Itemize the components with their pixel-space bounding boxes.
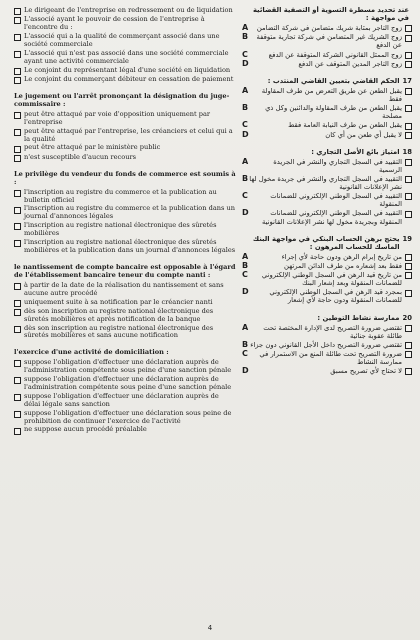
page-number: 4 <box>207 624 213 632</box>
ar-answer-option[interactable] <box>240 209 412 225</box>
answer-checkbox[interactable] <box>405 342 412 349</box>
fr-question-title: le nantissement de compte bancaire est opposable à l'égard de l'établissement bancaire teneur du compte nanti : <box>14 262 236 279</box>
answer-checkbox[interactable] <box>405 368 412 375</box>
answer-checkbox[interactable] <box>14 112 21 119</box>
answer-checkbox[interactable] <box>405 325 412 332</box>
fr-answer-text: uniquement suite à sa notification par le créancier nanti <box>24 297 213 306</box>
answer-checkbox[interactable] <box>14 207 21 214</box>
fr-answer-option[interactable] <box>14 189 236 205</box>
fr-answer-text: Le conjoint du représentant légal d'une société en liquidation <box>24 65 231 74</box>
ar-answer-option[interactable] <box>240 51 412 59</box>
ar-answer-letter: B <box>242 32 249 42</box>
answer-checkbox[interactable] <box>14 146 21 153</box>
ar-answer-letter: A <box>242 156 249 166</box>
fr-answer-option[interactable] <box>14 410 236 426</box>
answer-checkbox[interactable] <box>405 290 412 297</box>
answer-checkbox[interactable] <box>405 193 412 200</box>
fr-question <box>14 349 236 434</box>
fr-answer-option[interactable] <box>14 308 236 324</box>
fr-question <box>14 93 236 162</box>
ar-answer-option[interactable] <box>240 367 412 375</box>
ar-answer-option[interactable] <box>240 324 412 340</box>
ar-question-header <box>240 148 412 156</box>
answer-checkbox[interactable] <box>14 240 21 247</box>
ar-question-header <box>240 314 412 322</box>
ar-question-number: 19 <box>402 234 412 243</box>
ar-answer-text: زوج التاجر بمثابة شريك متضامن في شركة التضامن <box>256 24 402 33</box>
answer-checkbox[interactable] <box>405 272 412 279</box>
answer-checkbox[interactable] <box>14 411 21 418</box>
answer-checkbox[interactable] <box>14 300 21 307</box>
fr-answer-text: l'inscription au registre national électronique des sûretés mobilières et la publication dans un journal d'annonces légales <box>24 238 236 254</box>
fr-answer-text: peut être attaqué par le ministère public <box>24 143 161 152</box>
answer-checkbox[interactable] <box>405 25 412 32</box>
fr-answer-option[interactable] <box>14 111 236 127</box>
fr-answer-option[interactable] <box>14 239 236 255</box>
ar-answer-option[interactable] <box>240 288 412 304</box>
answer-checkbox[interactable] <box>405 105 412 112</box>
ar-answer-letter: C <box>242 191 248 201</box>
arabic-column <box>240 6 412 618</box>
answer-checkbox[interactable] <box>14 190 21 197</box>
ar-answer-option[interactable] <box>240 341 412 349</box>
answer-checkbox[interactable] <box>14 377 21 384</box>
ar-answer-text: تقتضي ضرورة التصريح داخل الأجل القانوني دون جزاء <box>250 340 402 349</box>
answer-checkbox[interactable] <box>14 428 21 435</box>
ar-answer-text: يقبل الطعن عن طريق التعرض من طرف المقاولة فقط <box>261 87 402 104</box>
ar-question-title: الحكم القاضي بتعيين القاضي المنتدب : <box>267 76 400 85</box>
ar-answer-letter: B <box>242 103 249 113</box>
fr-answer-option[interactable] <box>14 376 236 392</box>
ar-answer-letter: C <box>242 49 248 59</box>
answer-checkbox[interactable] <box>405 52 412 59</box>
ar-question <box>240 6 412 68</box>
ar-answer-option[interactable] <box>240 271 412 287</box>
answer-checkbox[interactable] <box>405 263 412 270</box>
ar-question-title: عند تحديد مسطرة التسوية أو التصفية القضائية في مواجهة : <box>252 6 409 23</box>
ar-question-title: امتياز بائع الأصل التجاري : <box>311 147 400 156</box>
ar-question-number: 17 <box>402 76 412 85</box>
fr-answer-option[interactable] <box>14 67 236 75</box>
answer-checkbox[interactable] <box>14 360 21 367</box>
answer-checkbox[interactable] <box>14 51 21 58</box>
ar-question-title: يحتج برهن الحساب البنكي في مواجهة البنك الماسك للحساب المرهون : <box>252 234 400 251</box>
fr-answer-option[interactable] <box>14 16 236 32</box>
ar-answer-letter: B <box>242 261 249 270</box>
fr-answer-text: suppose l'obligation d'effectuer une déclaration auprès de l'administration compétente sous peine d'une sanction pénale <box>24 375 232 391</box>
fr-answer-text: l'inscription au registre du commerce et la publication dans un journal d'annonces légales <box>24 204 235 221</box>
fr-answer-option[interactable] <box>14 282 236 298</box>
answer-checkbox[interactable] <box>14 34 21 41</box>
ar-answer-text: ضرورة التصريح تحت طائلة المنع من الاستمرار في ممارسة النشاط <box>259 350 402 367</box>
ar-answer-text: لا يقبل أي طعن من أي كان <box>325 130 402 139</box>
fr-question <box>14 171 236 255</box>
fr-answer-option[interactable] <box>14 325 236 341</box>
fr-answer-text: Le conjoint du commerçant débiteur en cessation de paiement <box>24 74 234 83</box>
fr-answer-option[interactable] <box>14 128 236 144</box>
answer-checkbox[interactable] <box>405 132 412 139</box>
answer-checkbox[interactable] <box>405 211 412 218</box>
ar-answer-text: تقتضي ضرورة التصريح لدى الإدارة المختصة تحت طائلة عقوبة جنائية <box>263 323 402 340</box>
ar-answer-letter: C <box>242 120 248 130</box>
fr-answer-text: L'associé qui a la qualité de commerçant associé dans une société commerciale <box>24 32 220 48</box>
ar-answer-letter: A <box>242 86 249 96</box>
fr-answer-option[interactable] <box>14 359 236 375</box>
ar-answer-text: بمجرد قيد الرهن في السجل الوطني الإلكتروني للضمانات المنقولة ودون حاجة لأي إشعار <box>269 288 402 305</box>
ar-question <box>240 235 412 305</box>
ar-answer-letter: C <box>242 270 248 280</box>
ar-answer-option[interactable] <box>240 350 412 366</box>
answer-checkbox[interactable] <box>14 17 21 24</box>
answer-checkbox[interactable] <box>405 159 412 166</box>
ar-answer-option[interactable] <box>240 121 412 129</box>
answer-checkbox[interactable] <box>14 283 21 290</box>
fr-answer-text: l'inscription au registre du commerce et la publication au bulletin officiel <box>24 187 217 204</box>
answer-checkbox[interactable] <box>405 351 412 358</box>
ar-answer-letter: B <box>242 339 249 349</box>
fr-answer-text: peut être attaqué par l'entreprise, les créanciers et celui qui a la qualité <box>24 126 233 143</box>
ar-answer-option[interactable] <box>240 158 412 174</box>
ar-question <box>240 314 412 376</box>
answer-checkbox[interactable] <box>405 123 412 130</box>
answer-checkbox[interactable] <box>14 68 21 75</box>
ar-answer-text: يقبل الطعن من طرف المقاولة والدائنين وكل ذي مصلحة <box>265 104 402 121</box>
fr-answer-text: dès son inscription au registre national électronique des sûretés mobilières et après notification de la banque <box>24 306 214 323</box>
fr-answer-text: l'inscription au registre national électronique des sûretés mobilières <box>24 221 217 238</box>
ar-question-number: 18 <box>402 147 412 156</box>
fr-answer-text: Le dirigeant de l'entreprise en redressement ou de liquidation <box>24 6 233 14</box>
fr-answer-option[interactable] <box>14 299 236 307</box>
ar-question-number: 20 <box>402 313 412 322</box>
fr-answer-option[interactable] <box>14 222 236 238</box>
fr-answer-option[interactable] <box>14 426 236 434</box>
fr-answer-text: à partir de la date de la réalisation du nantissement et sans aucune autre procédé <box>24 280 224 297</box>
fr-question-title: Le privilège du vendeur du fonds de commerce est soumis à : <box>14 169 236 186</box>
fr-answer-text: peut être attaqué par voie d'opposition uniquement par l'entreprise <box>24 109 211 126</box>
fr-answer-text: L'associé qui n'est pas associé dans une société commerciale ayant une activité commerciale <box>24 48 229 65</box>
ar-answer-letter: A <box>242 322 249 332</box>
answer-checkbox[interactable] <box>405 176 412 183</box>
answer-checkbox[interactable] <box>405 35 412 42</box>
fr-answer-text: suppose l'obligation d'effectuer une déclaration sous peine de prohibition de continuer l'exercice de l'activité <box>24 408 232 425</box>
ar-answer-option[interactable] <box>240 175 412 191</box>
fr-answer-text: n'est susceptible d'aucun recours <box>24 152 137 161</box>
ar-answer-text: من تاريخ قيد الرهن في السجل الوطني الإلكتروني للضمانات المنقولة وبعد إشعار البنك <box>261 271 402 288</box>
answer-checkbox[interactable] <box>14 129 21 136</box>
ar-question-header <box>240 6 412 22</box>
answer-checkbox[interactable] <box>14 77 21 84</box>
ar-answer-text: لا تحتاج لأي تصريح مسبق <box>330 367 402 376</box>
ar-answer-option[interactable] <box>240 192 412 208</box>
ar-answer-option[interactable] <box>240 131 412 139</box>
ar-answer-text: زوج الشريك غير المتضامن في شركة تجارية متوقفة عن الدفع <box>256 33 402 50</box>
fr-answer-option[interactable] <box>14 393 236 409</box>
ar-answer-letter: D <box>242 366 249 376</box>
ar-question-title: ممارسة نشاط التوطين : <box>317 313 400 322</box>
ar-question <box>240 148 412 226</box>
fr-answer-text: L'associé ayant le pouvoir de cession de l'entreprise à l'encontre du : <box>24 15 205 32</box>
answer-checkbox[interactable] <box>405 61 412 68</box>
ar-answer-letter: D <box>242 58 249 68</box>
ar-answer-text: التقييد في السجل التجاري والنشر في الجريدة الرسمية <box>273 157 402 174</box>
french-column <box>14 6 236 618</box>
fr-question-title: l'exercice d'une activité de domiciliation : <box>14 348 169 357</box>
ar-answer-letter: A <box>242 23 249 33</box>
fr-answer-option[interactable] <box>14 7 236 15</box>
fr-question <box>14 7 236 84</box>
answer-checkbox[interactable] <box>14 8 21 15</box>
ar-answer-letter: B <box>242 174 249 184</box>
answer-checkbox[interactable] <box>14 155 21 162</box>
ar-answer-option[interactable] <box>240 87 412 103</box>
ar-answer-text: التقييد في السجل الوطني الإلكتروني للضمانات المنقولة <box>270 192 402 209</box>
answer-checkbox[interactable] <box>405 88 412 95</box>
answer-checkbox[interactable] <box>405 254 412 261</box>
answer-checkbox[interactable] <box>14 326 21 333</box>
ar-answer-text: التقييد في السجل الوطني الإلكتروني للضمانات المنقولة وبجريدة مخول لها نشر الإعلانات القانونية <box>261 209 402 226</box>
ar-answer-text: من تاريخ إبرام الرهن ودون حاجة لأي إجراء <box>281 252 402 261</box>
ar-answer-letter: A <box>242 251 249 261</box>
ar-question <box>240 77 412 139</box>
fr-answer-option[interactable] <box>14 144 236 152</box>
ar-answer-text: زوج التاجر المدين المتوقف عن الدفع <box>298 59 402 68</box>
ar-answer-option[interactable] <box>240 104 412 120</box>
ar-answer-option[interactable] <box>240 262 412 270</box>
fr-answer-option[interactable] <box>14 33 236 49</box>
fr-question-title: Le jugement ou l'arrêt prononçant la désignation du juge-commissaire : <box>14 92 230 108</box>
ar-answer-text: فقط بعد إشعاره من طرف الدائن المرتهن <box>284 262 402 270</box>
answer-checkbox[interactable] <box>14 309 21 316</box>
fr-answer-text: suppose l'obligation d'effectuer une déclaration auprès de l'administration compétente sous peine d'une sanction pénale <box>24 358 232 375</box>
ar-answer-option[interactable] <box>240 60 412 68</box>
fr-answer-text: ne suppose aucun procédé préalable <box>24 425 147 434</box>
fr-answer-option[interactable] <box>14 50 236 66</box>
ar-question-header <box>240 235 412 251</box>
ar-answer-option[interactable] <box>240 253 412 261</box>
fr-question <box>14 264 236 340</box>
ar-answer-text: يقبل الطعن من طرف النيابة العامة فقط <box>288 121 402 130</box>
fr-answer-text: dès son inscription au registre national électronique des sûretés mobilières et sans aucune notification <box>24 323 214 340</box>
ar-answer-option[interactable] <box>240 24 412 32</box>
fr-answer-text: suppose l'obligation d'effectuer une déclaration auprès de délai légale sans sanction <box>24 391 219 408</box>
fr-answer-option[interactable] <box>14 205 236 221</box>
ar-answer-letter: D <box>242 208 249 218</box>
ar-answer-text: التقييد في السجل التجاري والنشر في جريدة مخول لها نشر الإعلانات القانونية <box>249 175 402 192</box>
answer-checkbox[interactable] <box>14 394 21 401</box>
fr-answer-option[interactable] <box>14 76 236 84</box>
fr-answer-option[interactable] <box>14 154 236 162</box>
ar-answer-option[interactable] <box>240 33 412 49</box>
ar-question-header <box>240 77 412 85</box>
ar-answer-text: زوج الممثل القانوني الشركة المتوقفة عن الدفع <box>268 50 402 59</box>
ar-answer-letter: D <box>242 287 249 297</box>
answer-checkbox[interactable] <box>14 223 21 230</box>
ar-answer-letter: C <box>242 349 248 359</box>
ar-answer-letter: D <box>242 129 249 139</box>
